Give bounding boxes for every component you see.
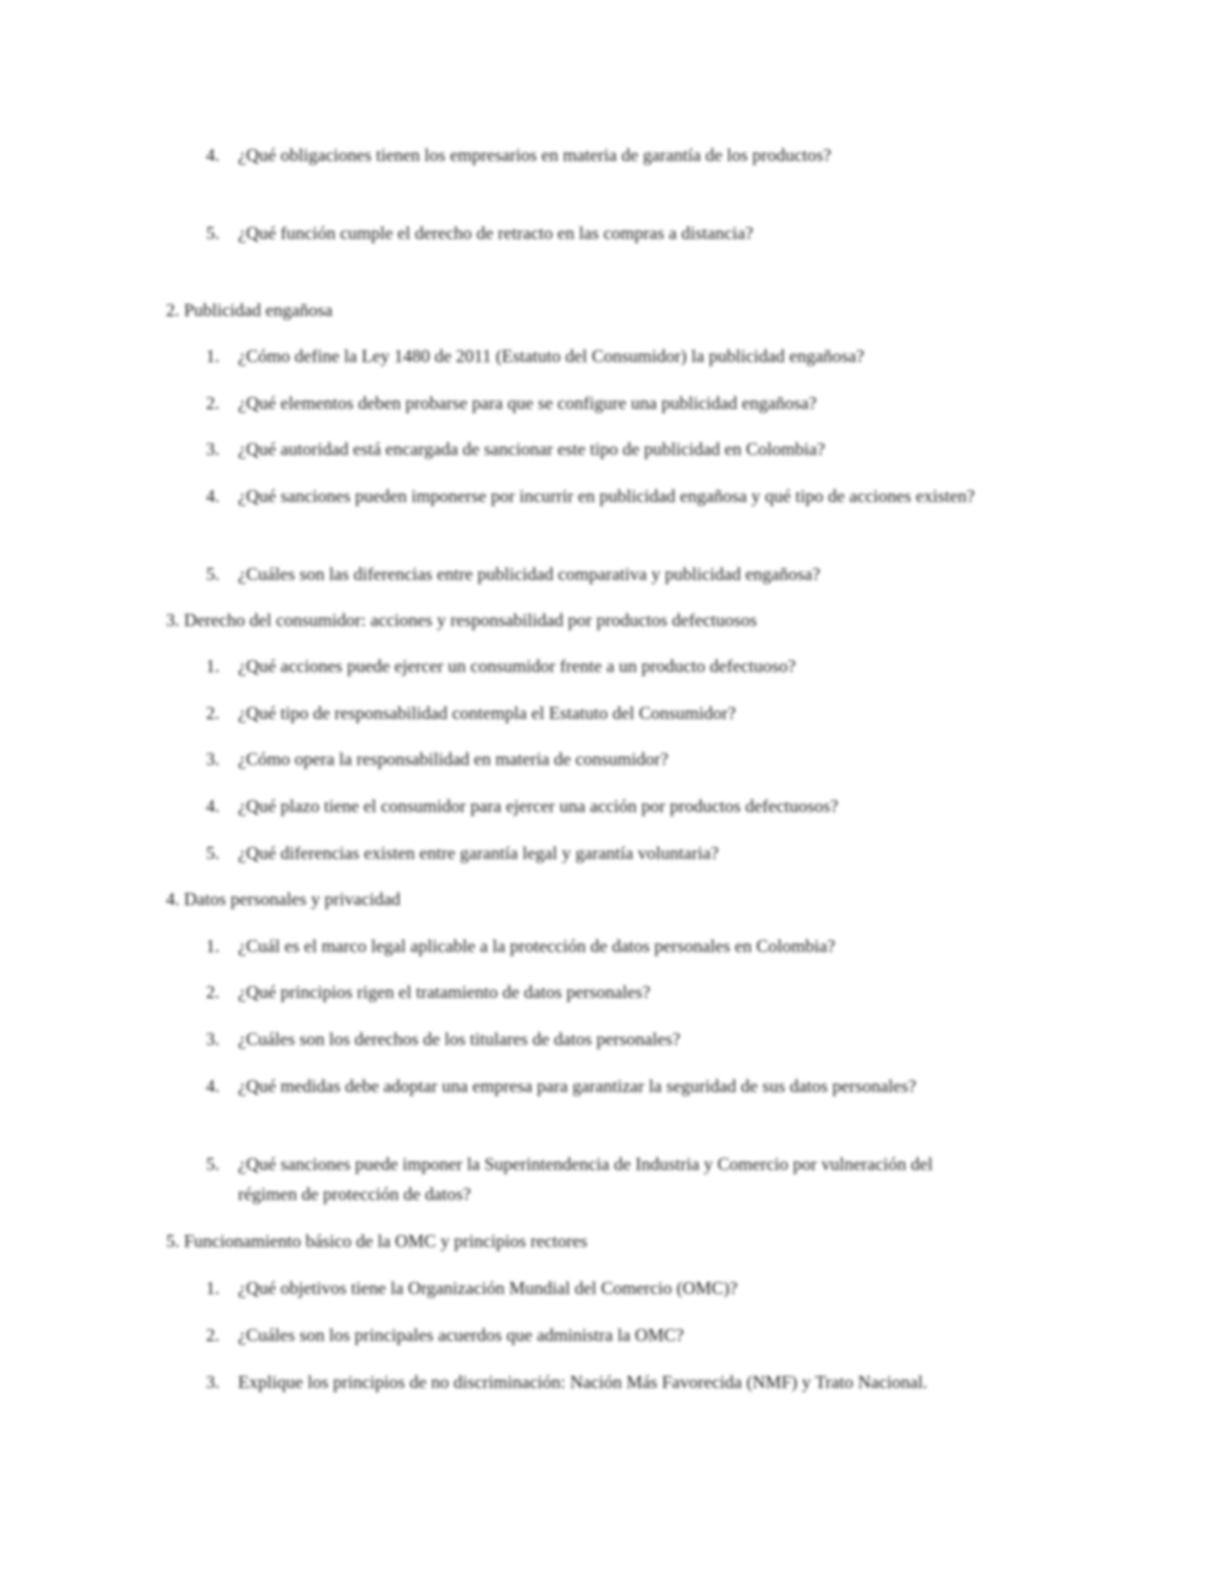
- list-item: [206, 1273, 996, 1303]
- list-item-text: ¿Qué tipo de responsabilidad contempla el Estatuto del Consumidor?: [238, 703, 736, 723]
- list-item-text: Explique los principios de no discriminación: Nación Más Favorecida (NMF) y Trato Nacional.: [238, 1372, 928, 1392]
- list-item-text: ¿Qué autoridad está encargada de sancionar este tipo de publicidad en Colombia?: [238, 439, 825, 459]
- section-heading: [166, 605, 1026, 635]
- list-item: [206, 1320, 996, 1350]
- list-item-text: ¿Cómo opera la responsabilidad en materia de consumidor?: [238, 749, 669, 769]
- list-item: [206, 559, 996, 589]
- list-item: [206, 651, 996, 681]
- section-4-heading: 4. Datos personales y privacidad: [166, 889, 401, 909]
- list-item-number: 4.: [206, 796, 220, 816]
- list-item: [206, 1149, 996, 1209]
- list-item-number: 3.: [206, 749, 220, 769]
- list-item: [206, 931, 996, 961]
- list-item-number: 4.: [206, 1076, 220, 1096]
- list-item: [206, 698, 996, 728]
- section-5-heading: 5. Funcionamiento básico de la OMC y principios rectores: [166, 1231, 588, 1251]
- section-3-heading: 3. Derecho del consumidor: acciones y responsabilidad por productos defectuosos: [166, 610, 757, 630]
- list-item-number: 2.: [206, 1325, 220, 1345]
- section-heading: [166, 1226, 1026, 1256]
- list-item-number: 1.: [206, 1278, 220, 1298]
- section-2-heading: 2. Publicidad engañosa: [166, 300, 333, 320]
- list-item: [206, 838, 996, 868]
- list-item-number: 2.: [206, 703, 220, 723]
- list-item: [206, 1024, 996, 1054]
- list-item: [206, 218, 996, 248]
- list-item-number: 4.: [206, 145, 220, 165]
- list-item: [206, 481, 996, 511]
- list-item-number: 4.: [206, 486, 220, 506]
- list-item-number: 2.: [206, 982, 220, 1002]
- list-item-text: ¿Cuáles son las diferencias entre publicidad comparativa y publicidad engañosa?: [238, 564, 821, 584]
- list-item-text: ¿Qué sanciones puede imponer la Superintendencia de Industria y Comercio por vulneración del régimen de protección de datos?: [238, 1154, 933, 1204]
- list-item: [206, 140, 996, 170]
- section-heading: [166, 295, 1026, 325]
- list-item-text: ¿Cuáles son los derechos de los titulares de datos personales?: [238, 1029, 681, 1049]
- list-item: [206, 341, 996, 371]
- list-item: [206, 791, 996, 821]
- list-item-text: ¿Cómo define la Ley 1480 de 2011 (Estatuto del Consumidor) la publicidad engañosa?: [238, 346, 865, 366]
- list-item-text: ¿Qué función cumple el derecho de retracto en las compras a distancia?: [238, 223, 754, 243]
- list-item-text: ¿Qué diferencias existen entre garantía legal y garantía voluntaria?: [238, 843, 719, 863]
- list-item-text: ¿Qué obligaciones tienen los empresarios en materia de garantía de los productos?: [238, 145, 832, 165]
- list-item: [206, 977, 996, 1007]
- list-item-text: ¿Qué principios rigen el tratamiento de datos personales?: [238, 982, 651, 1002]
- section-heading: [166, 884, 1026, 914]
- list-item-text: ¿Qué acciones puede ejercer un consumidor frente a un producto defectuoso?: [238, 656, 796, 676]
- list-item-text: ¿Qué objetivos tiene la Organización Mundial del Comercio (OMC)?: [238, 1278, 738, 1298]
- list-item: [206, 434, 996, 464]
- list-item-number: 2.: [206, 393, 220, 413]
- list-item-text: ¿Qué medidas debe adoptar una empresa para garantizar la seguridad de sus datos personales?: [238, 1076, 917, 1096]
- list-item-number: 5.: [206, 1154, 220, 1174]
- list-item-number: 1.: [206, 656, 220, 676]
- list-item-number: 1.: [206, 346, 220, 366]
- list-item-text: ¿Cuál es el marco legal aplicable a la protección de datos personales en Colombia?: [238, 936, 836, 956]
- list-item: [206, 1367, 996, 1397]
- list-item-number: 5.: [206, 843, 220, 863]
- list-item-number: 1.: [206, 936, 220, 956]
- list-item-number: 5.: [206, 223, 220, 243]
- list-item-number: 3.: [206, 1029, 220, 1049]
- list-item-number: 5.: [206, 564, 220, 584]
- list-item: [206, 744, 996, 774]
- list-item: [206, 388, 996, 418]
- list-item-text: ¿Qué sanciones pueden imponerse por incurrir en publicidad engañosa y qué tipo de acciones existen?: [238, 486, 975, 506]
- list-item-text: ¿Qué elementos deben probarse para que se configure una publicidad engañosa?: [238, 393, 817, 413]
- list-item: [206, 1071, 996, 1101]
- list-item-number: 3.: [206, 439, 220, 459]
- list-item-number: 3.: [206, 1372, 220, 1392]
- list-item-text: ¿Qué plazo tiene el consumidor para ejercer una acción por productos defectuosos?: [238, 796, 839, 816]
- list-item-text: ¿Cuáles son los principales acuerdos que administra la OMC?: [238, 1325, 684, 1345]
